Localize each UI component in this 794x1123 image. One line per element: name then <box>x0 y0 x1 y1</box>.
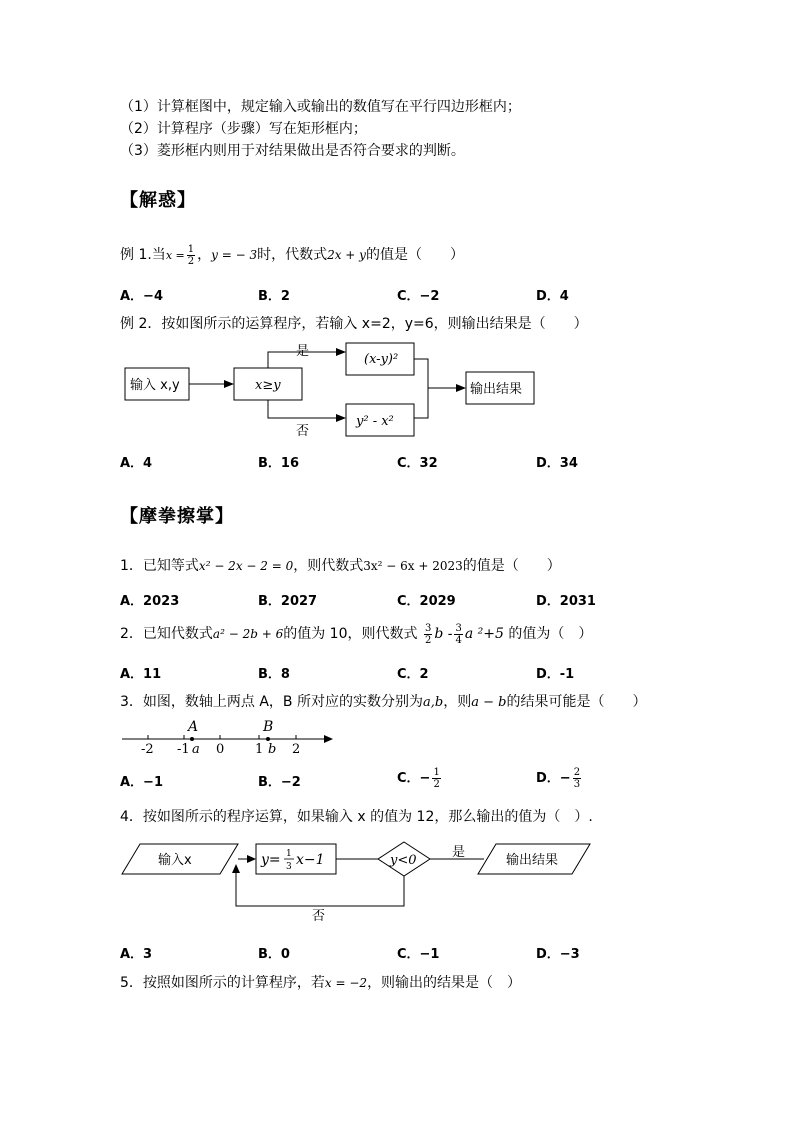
flow-output-label: 输出结果 <box>470 382 523 397</box>
ex2-option-d[interactable]: D．34 <box>536 456 578 471</box>
point-b-dot <box>266 737 270 741</box>
ex2-option-b[interactable]: B．16 <box>258 456 299 471</box>
q4-decision-label: y<0 <box>390 853 417 868</box>
q2-option-d[interactable]: D．-1 <box>536 667 575 682</box>
q4-option-a[interactable]: A．3 <box>120 947 153 962</box>
q3-option-b[interactable]: B．−2 <box>258 775 301 790</box>
q4-process-rest: x−1 <box>296 852 325 868</box>
question-4: 4．按如图所示的程序运算，如果输入 x 的值为 12，那么输出的值为（ ）. <box>120 809 593 825</box>
q4-process-y: y= <box>261 852 281 868</box>
ex2-option-a[interactable]: A．4 <box>120 456 153 471</box>
fraction-three-quarters: $\frac{3}{4}$ <box>455 622 462 646</box>
tick-label-minus-2: -2 <box>141 742 154 756</box>
q4-process-num: 1 <box>286 849 292 859</box>
ex1-option-c[interactable]: C．−2 <box>397 289 440 304</box>
tick-label-minus-1: -1 <box>177 742 190 756</box>
q4-option-b[interactable]: B．0 <box>258 947 290 962</box>
ex1-option-d[interactable]: D．4 <box>536 289 569 304</box>
question-4-flowchart <box>120 836 595 924</box>
flow-input-label: 输入 x,y <box>130 378 180 393</box>
section-heading-jiehuo: 【解惑】 <box>120 190 196 211</box>
q3-option-d[interactable]: D．− $\frac{2}{3}$ <box>536 767 581 790</box>
q2-option-a[interactable]: A．11 <box>120 667 162 682</box>
q1-option-d[interactable]: D．2031 <box>536 594 596 609</box>
question-3: 3．如图，数轴上两点 A，B 所对应的实数分别为a,b，则a − b的结果可能是（ ） <box>120 694 647 710</box>
intro-line-3: （3）菱形框内则用于对结果做出是否符合要求的判断。 <box>120 143 465 159</box>
example-1-question: 例 1.当x = $\frac{1}{2}$ ，y = − 3时，代数式2x + y的值是（ ） <box>120 243 464 267</box>
q4-option-d[interactable]: D．−3 <box>536 947 580 962</box>
point-a-dot <box>190 737 194 741</box>
q4-output-label: 输出结果 <box>506 853 559 868</box>
q4-yes-label: 是 <box>452 845 466 860</box>
q3-option-c[interactable]: C．− $\frac{1}{2}$ <box>397 767 440 790</box>
fraction-three-halves: $\frac{3}{2}$ <box>424 622 432 646</box>
section-heading-moquan: 【摩拳擦掌】 <box>120 506 234 527</box>
number-line <box>118 716 338 756</box>
ex1-option-a[interactable]: A．−4 <box>120 289 163 304</box>
q3-option-a[interactable]: A．−1 <box>120 775 163 790</box>
fraction-one-half: $\frac{1}{2}$ <box>187 243 195 267</box>
q1-option-b[interactable]: B．2027 <box>258 594 318 609</box>
intro-line-2: （2）计算程序（步骤）写在矩形框内； <box>120 121 367 137</box>
q4-no-label: 否 <box>312 909 326 924</box>
example-2-flowchart <box>120 338 540 442</box>
tick-label-2: 2 <box>292 742 301 756</box>
flow-yes-label: 是 <box>296 344 310 359</box>
question-5: 5．按照如图所示的计算程序，若x = −2，则输出的结果是（ ） <box>120 975 522 991</box>
q2-option-b[interactable]: B．8 <box>258 667 290 682</box>
ex2-option-c[interactable]: C．32 <box>397 456 438 471</box>
point-b-label: B <box>263 719 274 735</box>
question-1: 1．已知等式x² − 2x − 2 = 0，则代数式3x² − 6x + 2023的值是（ ） <box>120 558 561 574</box>
point-a-label: A <box>188 719 199 735</box>
point-a-value: a <box>192 742 200 756</box>
flow-condition-label: x≥y <box>255 378 281 393</box>
intro-line-1: （1）计算框图中，规定输入或输出的数值写在平行四边形框内； <box>120 99 521 115</box>
example-2-question: 例 2．按如图所示的运算程序，若输入 x=2，y=6，则输出结果是（ ） <box>120 316 588 332</box>
q1-option-a[interactable]: A．2023 <box>120 594 180 609</box>
q2-option-c[interactable]: C．2 <box>397 667 429 682</box>
q4-input-label: 输入x <box>158 853 192 868</box>
flow-yes-expression: (x-y)² <box>364 352 399 367</box>
point-b-value: b <box>268 742 277 756</box>
ex1-option-b[interactable]: B．2 <box>258 289 290 304</box>
q4-process-den: 3 <box>286 862 292 872</box>
tick-label-1: 1 <box>255 742 264 756</box>
flow-no-expression: y² - x² <box>356 414 394 429</box>
q4-option-c[interactable]: C．−1 <box>397 947 440 962</box>
q1-option-c[interactable]: C．2029 <box>397 594 456 609</box>
tick-label-0: 0 <box>216 742 225 756</box>
flow-no-label: 否 <box>296 424 310 439</box>
question-2: 2．已知代数式a² − 2b + 6的值为 10，则代数式 $\frac{3}{2}$ b - $\frac{3}{4}$ a ²+5 的值为（ ） <box>120 622 593 646</box>
